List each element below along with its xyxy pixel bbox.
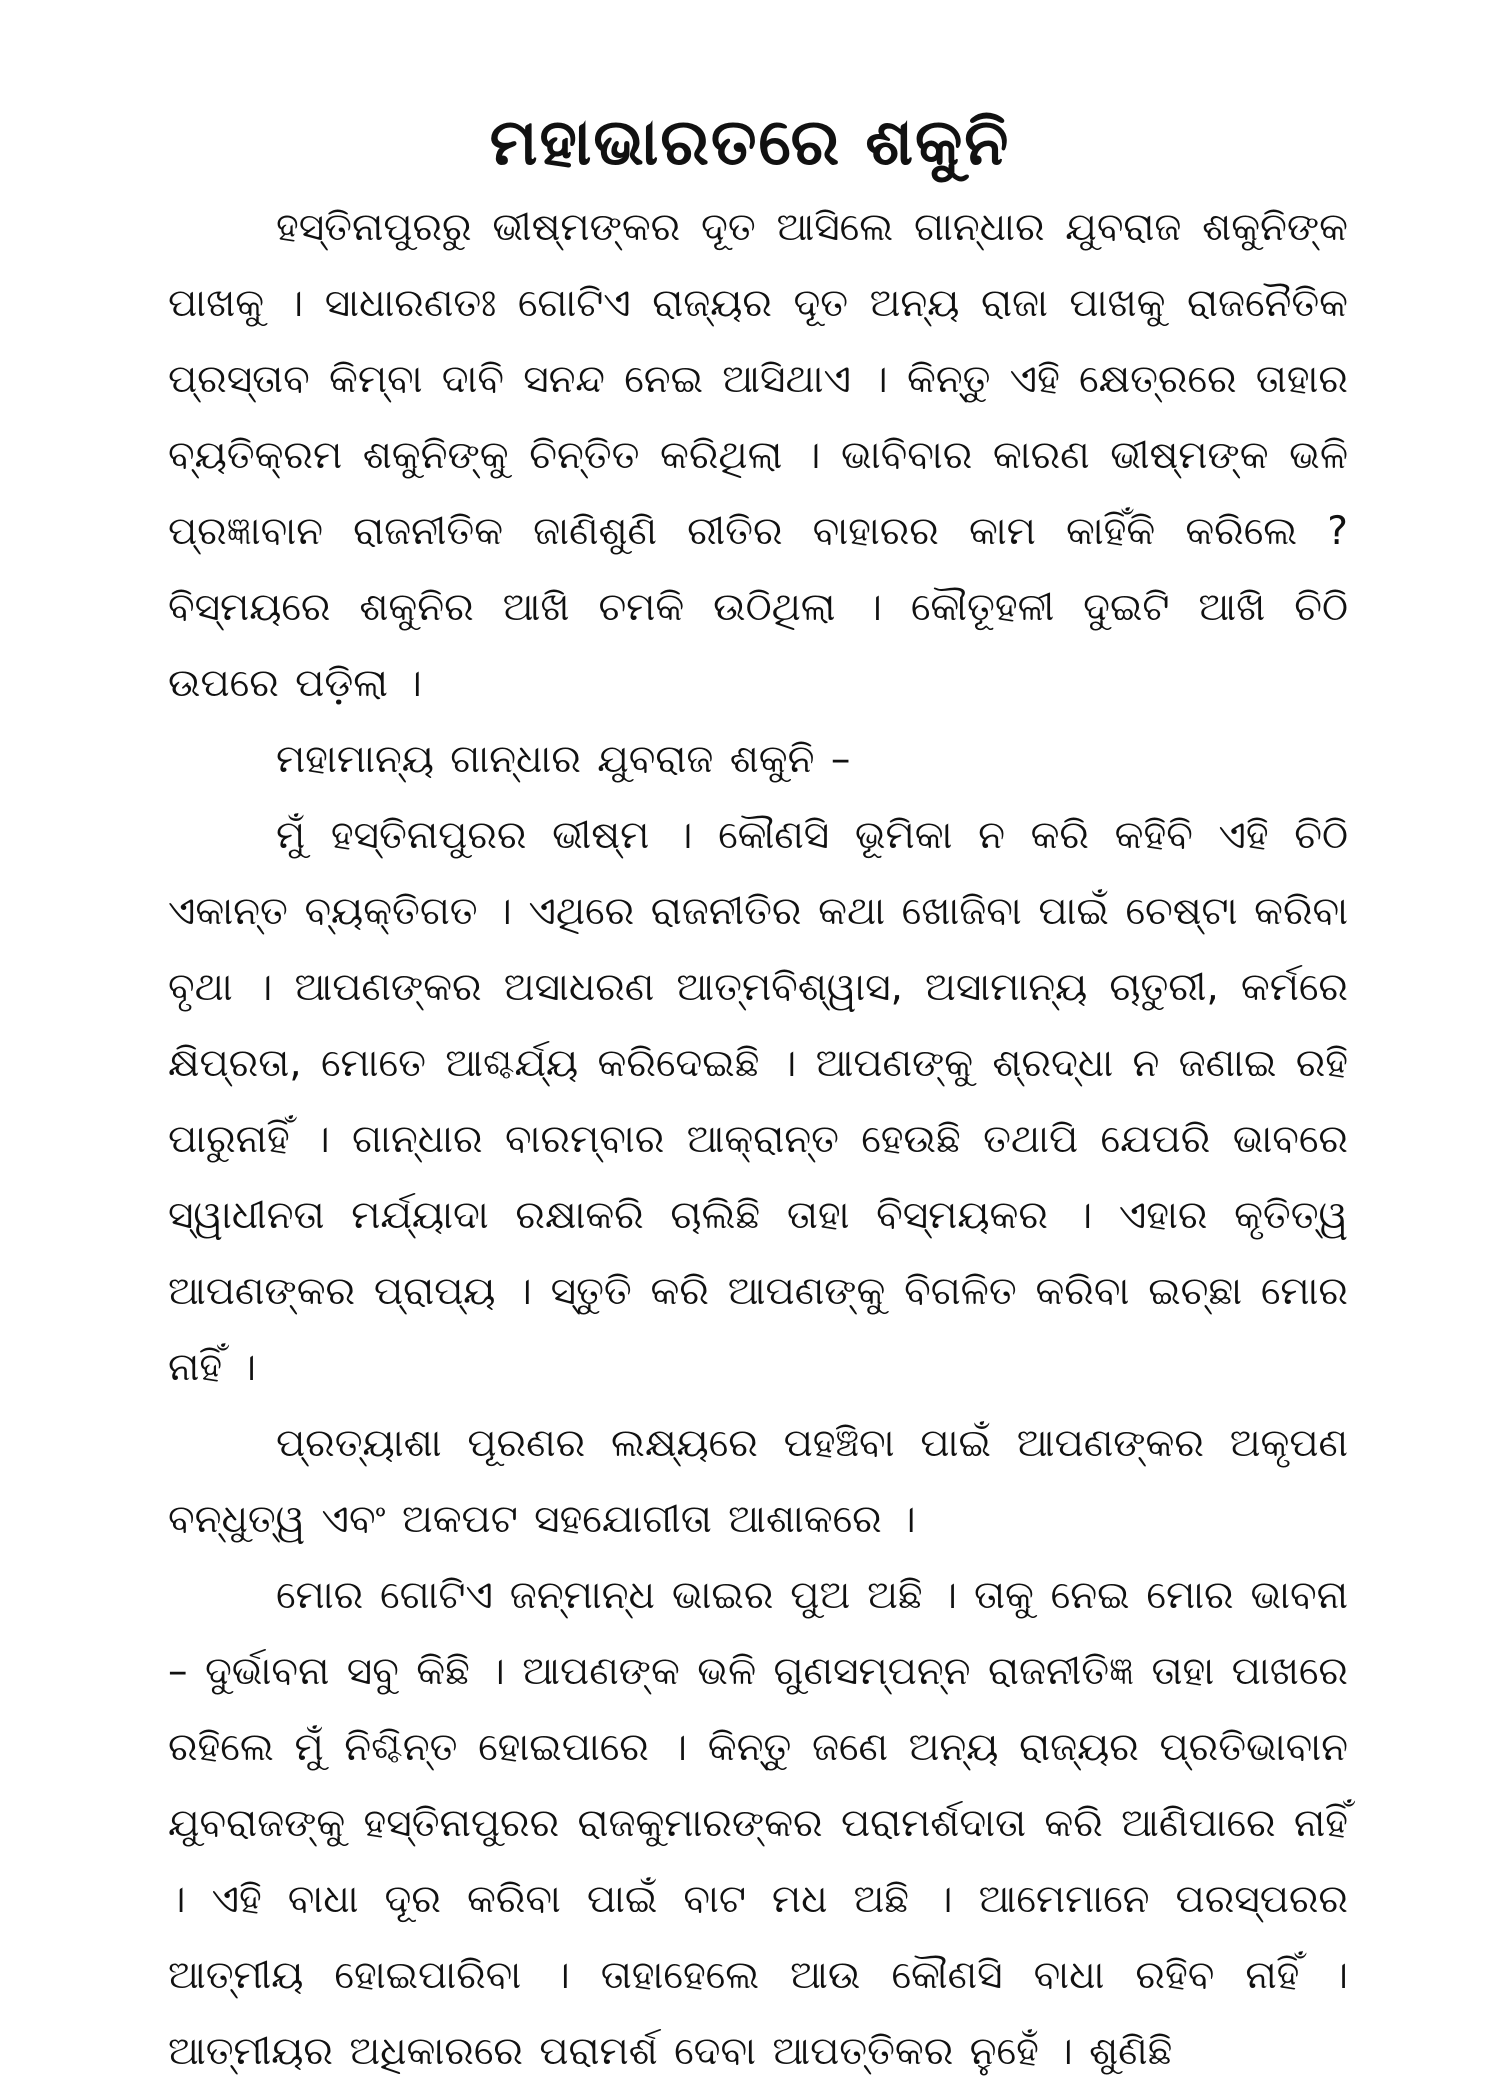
page-title: ମହାଭାରତରେ ଶକୁନି <box>489 106 1011 180</box>
paragraph-1: ହସ୍ତିନାପୁରରୁ ଭୀଷ୍ମଙ୍କର ଦୂତ ଆସିଲେ ଗାନ୍ଧାର ଯୁବରାଜ ଶକୁନିଙ୍କ ପାଖକୁ । ସାଧାରଣତଃ ଗୋଟିଏ ରାଜ୍ୟର ଦୂତ ଅନ୍ୟ ରାଜା ପାଖକୁ ରାଜନୈତିକ ପ୍ରସ୍ତାବ କିମ୍ବା ଦାବି ସନନ୍ଦ ନେଇ ଆସିଥାଏ । କିନ୍ତୁ ଏହି କ୍ଷେତ୍ରରେ ତାହାର ବ୍ୟତିକ୍ରମ ଶକୁନିଙ୍କୁ ଚିନ୍ତିତ କରିଥିଲା । ଭାବିବାର କାରଣ ଭୀଷ୍ମଙ୍କ ଭଳି ପ୍ରଜ୍ଞାବାନ ରାଜନୀତିକ ଜାଣିଶୁଣି ରୀତିର ବାହାରର କାମ କାହିଁକି କରିଲେ ? ବିସ୍ମୟରେ ଶକୁନିର ଆଖି ଚମକି ଉଠିଥିଲା । କୌତୂହଳୀ ଦୁଇଟି ଆଖି ଚିଠି ଉପରେ ପଡ଼ିଲା । <box>168 205 1348 706</box>
paragraph-4: ପ୍ରତ୍ୟାଶା ପୂରଣର ଲକ୍ଷ୍ୟରେ ପହଞ୍ଚିବା ପାଇଁ ଆପଣଙ୍କର ଅକୃପଣ ବନ୍ଧୁତ୍ୱ ଏବଂ ଅକପଟ ସହଯୋଗୀତା ଆଶାକରେ । <box>168 1421 1348 1542</box>
paragraph-2: ମହାମାନ୍ୟ ଗାନ୍ଧାର ଯୁବରାଜ ଶକୁନି – <box>276 737 851 782</box>
chapter-body <box>168 190 1348 2090</box>
paragraph-5: ମୋର ଗୋଟିଏ ଜନ୍ମାନ୍ଧ ଭାଇର ପୁଅ ଅଛି । ତାକୁ ନେଇ ମୋର ଭାବନା – ଦୁର୍ଭାବନା ସବୁ କିଛି । ଆପଣଙ୍କ ଭଳି ଗୁଣସମ୍ପନ୍ନ ରାଜନୀତିଜ୍ଞ ତାହା ପାଖରେ ରହିଲେ ମୁଁ ନିଶ୍ଚିନ୍ତ ହୋଇପାରେ । କିନ୍ତୁ ଜଣେ ଅନ୍ୟ ରାଜ୍ୟର ପ୍ରତିଭାବାନ ଯୁବରାଜଙ୍କୁ ହସ୍ତିନାପୁରର ରାଜକୁମାରଙ୍କର ପରାମର୍ଶଦାତା କରି ଆଣିପାରେ ନାହିଁ । ଏହି ବାଧା ଦୂର କରିବା ପାଇଁ ବାଟ ମଧ ଅଛି । ଆମେମାନେ ପରସ୍ପରର ଆତ୍ମୀୟ ହୋଇପାରିବା । ତାହାହେଲେ ଆଉ କୌଣସି ବାଧା ରହିବ ନାହିଁ । ଆତ୍ମୀୟର ଅଧିକାରରେ ପରାମର୍ଶ ଦେବା ଆପତ୍ତିକର ନୁହେଁ । ଶୁଣିଛି <box>168 1573 1348 2074</box>
paragraph-3: ମୁଁ ହସ୍ତିନାପୁରର ଭୀଷ୍ମ । କୌଣସି ଭୂମିକା ନ କରି କହିବି ଏହି ଚିଠି ଏକାନ୍ତ ବ୍ୟକ୍ତିଗତ । ଏଥିରେ ରାଜନୀତିର କଥା ଖୋଜିବା ପାଇଁ ଚେଷ୍ଟା କରିବା ବୃଥା । ଆପଣଙ୍କର ଅସାଧରଣ ଆତ୍ମବିଶ୍ୱାସ, ଅସାମାନ୍ୟ ଚାତୁରୀ, କର୍ମରେ କ୍ଷିପ୍ରତା, ମୋତେ ଆଶ୍ଚର୍ଯ୍ୟ କରିଦେଇଛି । ଆପଣଙ୍କୁ ଶ୍ରଦ୍ଧା ନ ଜଣାଇ ରହି ପାରୁନାହିଁ । ଗାନ୍ଧାର ବାରମ୍ବାର ଆକ୍ରାନ୍ତ ହେଉଛି ତଥାପି ଯେପରି ଭାବରେ ସ୍ୱାଧୀନତା ମର୍ଯ୍ୟାଦା ରକ୍ଷାକରି ଚାଲିଛି ତାହା ବିସ୍ମୟକର । ଏହାର କୃତିତ୍ୱ ଆପଣଙ୍କର ପ୍ରାପ୍ୟ । ସ୍ତୁତି କରି ଆପଣଙ୍କୁ ବିଗଳିତ କରିବା ଇଚ୍ଛା ମୋର ନାହିଁ । <box>168 813 1348 1390</box>
